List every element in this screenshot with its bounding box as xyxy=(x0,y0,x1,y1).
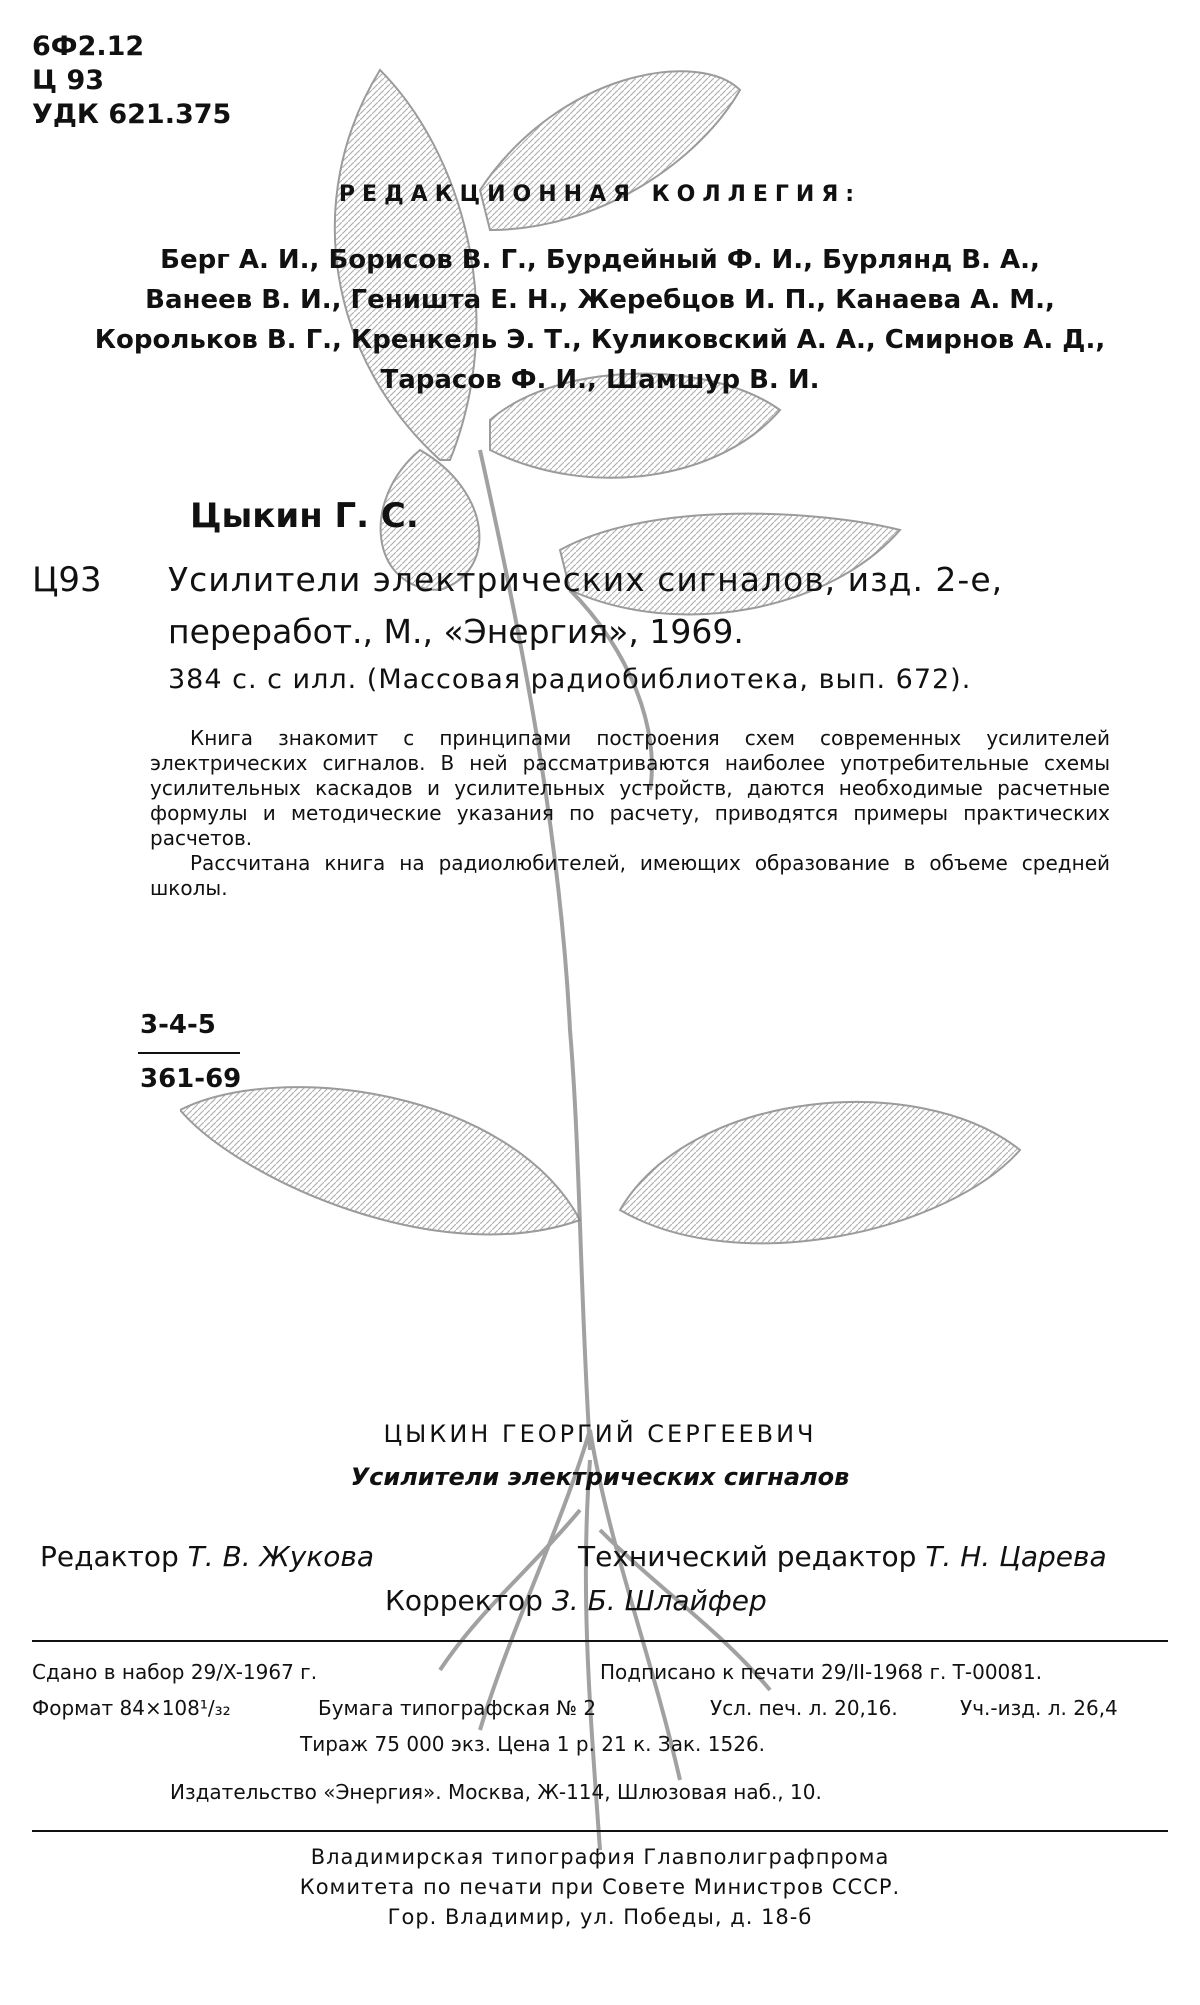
index-denominator: 361-69 xyxy=(140,1064,242,1094)
bbk-code: 6Ф2.12 xyxy=(32,31,145,62)
abstract xyxy=(150,726,1110,901)
abstract-paragraph: Книга знакомит с принципами построения схем современных усилителей электрических сигналов. В ней рассматриваются наиболее употребительные схемы усилительных каскадов и усилительных устройств, даются необходимые расчетные формулы и методические указания по расчету, приводятся примеры практических расчетов. xyxy=(150,726,1110,850)
printer-line: Гор. Владимир, ул. Победы, д. 18-б xyxy=(387,1905,813,1929)
submitted-date: Сдано в набор 29/X-1967 г. xyxy=(32,1660,318,1684)
board-line: Берг А. И., Борисов В. Г., Бурдейный Ф. И., Бурлянд В. А., xyxy=(160,245,1040,275)
editor-credit xyxy=(40,1540,374,1573)
shelf-mark: Ц93 xyxy=(32,560,102,600)
book-title-line: Усилители электрических сигналов, изд. 2-е, xyxy=(168,560,1004,599)
editor-name: Т. В. Жукова xyxy=(187,1540,375,1573)
editorial-board-list xyxy=(40,240,1160,400)
publisher: Издательство «Энергия». Москва, Ж-114, Шлюзовая наб., 10. xyxy=(170,1780,822,1804)
tech-editor-label: Технический редактор xyxy=(578,1540,917,1573)
corrector-name: З. Б. Шлайфер xyxy=(551,1584,767,1617)
author-heading: Цыкин Г. С. xyxy=(190,496,419,536)
udc-code: УДК 621.375 xyxy=(32,99,232,130)
editor-label: Редактор xyxy=(40,1540,179,1573)
board-line: Корольков В. Г., Кренкель Э. Т., Куликовский А. А., Смирнов А. Д., xyxy=(94,325,1106,355)
corrector-credit xyxy=(385,1584,767,1617)
divider-rule xyxy=(32,1640,1168,1642)
classification-codes xyxy=(32,30,231,132)
index-numerator: 3-4-5 xyxy=(140,1010,216,1040)
colophon-title: Усилители электрических сигналов xyxy=(350,1463,850,1491)
tech-editor-name: Т. Н. Царева xyxy=(925,1540,1107,1573)
printer-line: Комитета по печати при Совете Министров СССР. xyxy=(299,1875,901,1899)
tech-editor-credit xyxy=(578,1540,1107,1573)
print-sheets: Усл. печ. л. 20,16. xyxy=(710,1696,898,1720)
book-title-line: переработ., М., «Энергия», 1969. xyxy=(168,612,744,651)
author-mark: Ц 93 xyxy=(32,65,105,96)
board-line: Ванеев В. И., Геништа Е. Н., Жеребцов И. П., Канаева А. М., xyxy=(145,285,1055,315)
divider-rule xyxy=(32,1830,1168,1832)
printer-line: Владимирская типография Главполиграфпрома xyxy=(310,1845,890,1869)
editorial-board-title: РЕДАКЦИОННАЯ КОЛЛЕГИЯ: xyxy=(338,182,862,207)
signed-date: Подписано к печати 29/II-1968 г. Т-00081. xyxy=(600,1660,1043,1684)
format: Формат 84×108¹/₃₂ xyxy=(32,1696,231,1720)
board-line: Тарасов Ф. И., Шамшур В. И. xyxy=(380,365,820,395)
corrector-label: Корректор xyxy=(385,1584,543,1617)
book-pages-line: 384 с. с илл. (Массовая радиобиблиотека, вып. 672). xyxy=(168,664,972,695)
paper: Бумага типографская № 2 xyxy=(318,1696,597,1720)
print-run: Тираж 75 000 экз. Цена 1 р. 21 к. Зак. 1526. xyxy=(300,1732,766,1756)
publisher-sheets: Уч.-изд. л. 26,4 xyxy=(960,1696,1118,1720)
colophon-author: ЦЫКИН ГЕОРГИЙ СЕРГЕЕВИЧ xyxy=(383,1420,817,1448)
abstract-paragraph: Рассчитана книга на радиолюбителей, имеющих образование в объеме средней школы. xyxy=(150,851,1110,900)
index-divider xyxy=(138,1052,240,1054)
